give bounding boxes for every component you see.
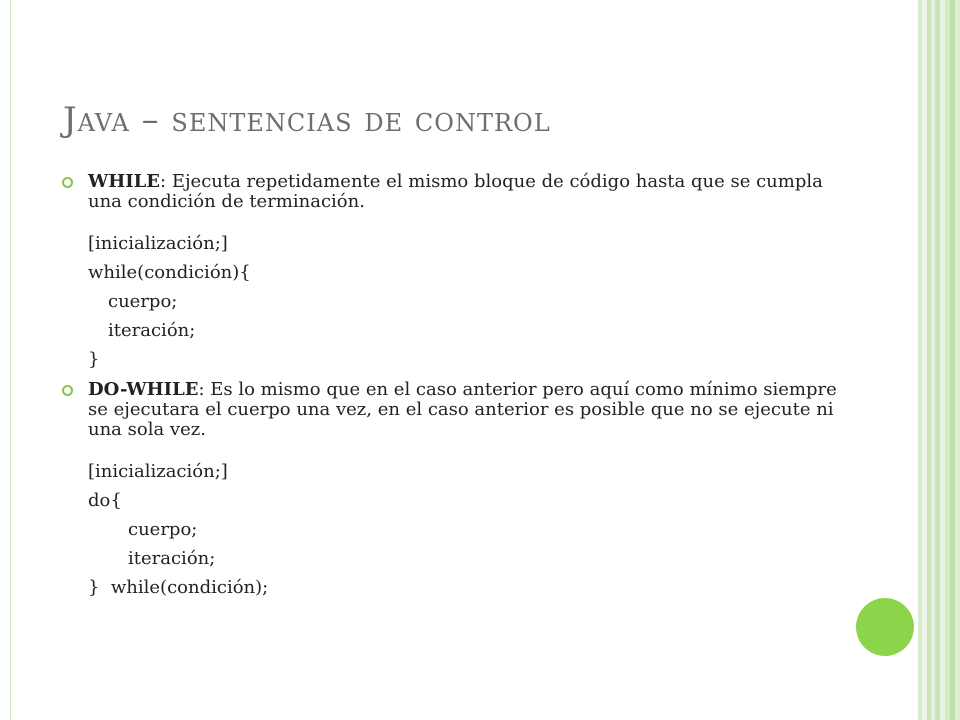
green-circle-decoration: [856, 598, 914, 656]
code-line: cuerpo;: [108, 291, 178, 312]
code-line: } while(condición);: [88, 577, 269, 598]
code-block-do-while: [62, 457, 852, 602]
code-line: }: [88, 349, 100, 370]
slide-body: [62, 172, 852, 602]
code-line: cuerpo;: [128, 519, 198, 540]
bullet-while: [62, 172, 852, 212]
code-block-while: [62, 229, 852, 374]
code-line: iteración;: [128, 548, 216, 569]
code-line: while(condición){: [88, 262, 251, 283]
left-border-line: [10, 0, 11, 720]
bullet-text: : Ejecuta repetidamente el mismo bloque de código hasta que se cumpla una condición de terminación.: [88, 171, 823, 212]
bullet-keyword: WHILE: [88, 171, 161, 192]
slide-title: Java – sentencias de control: [63, 100, 551, 140]
code-line: iteración;: [108, 320, 196, 341]
bullet-keyword: DO-WHILE: [88, 379, 199, 400]
bullet-ring-icon: [62, 385, 73, 396]
bullet-text: : Es lo mismo que en el caso anterior pero aquí como mínimo siempre se ejecutara el cuerpo una vez, en el caso anterior es posible que no se ejecute ni una sola vez.: [88, 379, 837, 440]
code-line: [inicialización;]: [88, 233, 228, 254]
bullet-ring-icon: [62, 177, 73, 188]
right-decorative-stripes: [914, 0, 960, 720]
code-line: [inicialización;]: [88, 461, 228, 482]
code-line: do{: [88, 490, 122, 511]
bullet-do-while: [62, 380, 852, 440]
